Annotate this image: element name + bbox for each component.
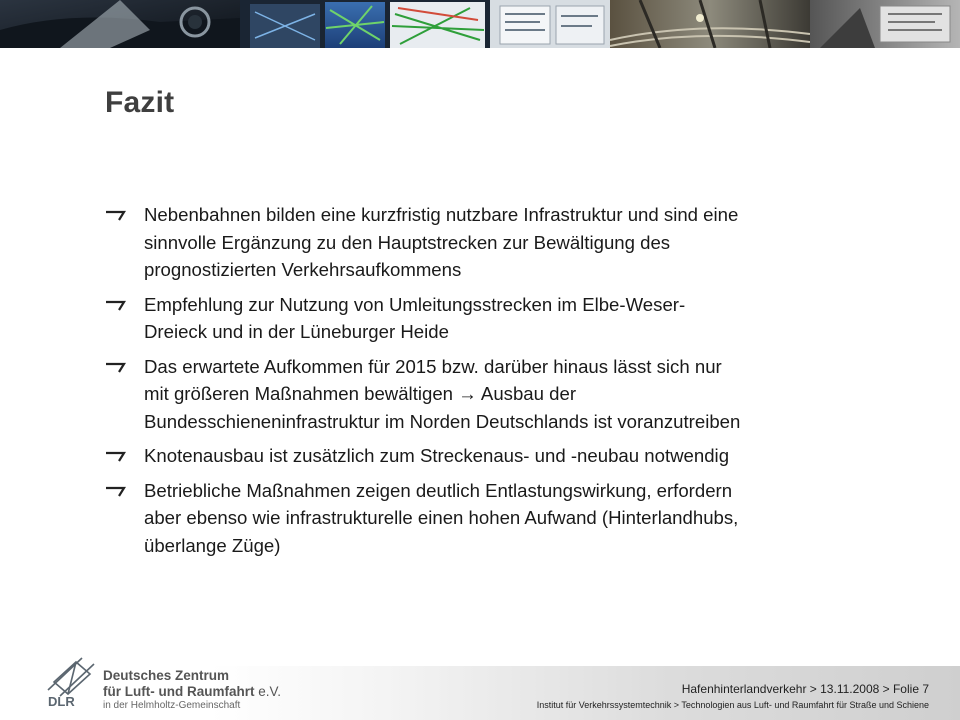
arrow-bullet-icon [105,485,127,497]
footer-breadcrumb: Hafenhinterlandverkehr > 13.11.2008 > Folie 7 [681,682,929,696]
list-item [105,291,845,346]
logo-abbr: DLR [48,694,75,708]
footer-institute: Institut für Verkehrssystemtechnik > Technologien aus Luft- und Raumfahrt für Straße und Schiene [536,700,929,710]
bullet-text: Knotenausbau ist zusätzlich zum Streckenaus- und -neubau notwendig [144,445,730,466]
dlr-logo-icon [46,652,96,708]
list-item [105,353,845,436]
slide-title: Fazit [105,86,175,119]
list-item [105,442,845,470]
list-item [105,201,845,284]
bullet-text: Das erwartete Aufkommen für 2015 bzw. darüber hinaus lässt sich nur mit größeren Maßnahmen bewältigen → Ausbau der Bundesschieneninfrastruktur im Norden Deutschlands ist voranzutreiben [144,355,741,432]
header-photo-collage [0,0,960,48]
bullet-list [105,201,845,566]
header-banner [0,0,960,48]
logo-suffix: e.V. [258,683,282,699]
logo-line1: Deutsches Zentrum [103,668,230,683]
logo-text [103,668,282,699]
list-item [105,477,845,560]
bullet-text: Nebenbahnen bilden eine kurzfristig nutzbare Infrastruktur und sind eine sinnvolle Ergänzung zu den Hauptstrecken zur Bewältigung des prognostizierten Verkehrsaufkommens [144,204,739,280]
arrow-bullet-icon [105,361,127,373]
dlr-logo [46,652,282,714]
logo-line2: für Luft- und Raumfahrt [103,683,255,699]
logo-subtitle: in der Helmholtz-Gemeinschaft [103,700,241,711]
arrow-bullet-icon [105,299,127,311]
bullet-text: Betriebliche Maßnahmen zeigen deutlich Entlastungswirkung, erfordern aber ebenso wie infrastrukturelle einen hohen Aufwand (Hinterlandhubs, überlange Züge) [144,479,739,556]
arrow-bullet-icon [105,209,127,221]
arrow-bullet-icon [105,450,127,462]
bullet-text: Empfehlung zur Nutzung von Umleitungsstrecken im Elbe-Weser- Dreieck und in der Lüneburger Heide [144,293,686,342]
